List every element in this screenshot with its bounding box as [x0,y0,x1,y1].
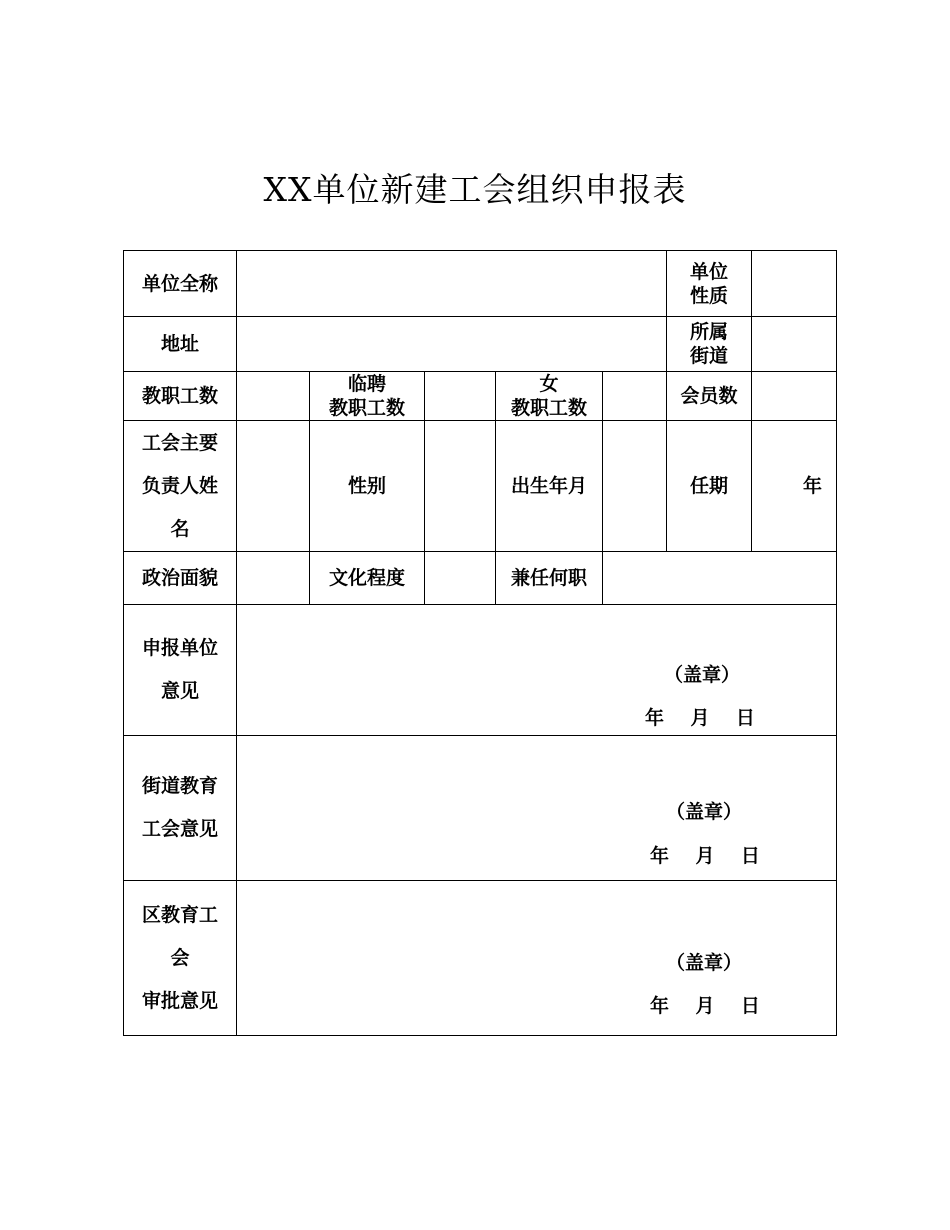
field-address[interactable] [237,317,667,372]
label-street: 所属 街道 [667,317,752,372]
label-staff-count: 教职工数 [124,372,237,421]
row-street-union-opinion [124,736,837,881]
label-unit-nature: 单位 性质 [667,251,752,317]
label-applicant-opinion: 申报单位 意见 [124,605,237,736]
field-unit-nature[interactable] [752,251,837,317]
row-district-union-approval [124,881,837,1036]
label-member-count: 会员数 [667,372,752,421]
label-political: 政治面貌 [124,552,237,605]
label-street-union-opinion: 街道教育 工会意见 [124,736,237,881]
seal-text: （盖章） [665,952,742,974]
seal-text: （盖章） [663,664,740,686]
field-unit-full-name[interactable] [237,251,667,317]
label-unit-full-name: 单位全称 [124,251,237,317]
field-district-union-approval[interactable] [237,881,837,1036]
field-political[interactable] [237,552,310,605]
row-unit-name [124,251,837,317]
field-education[interactable] [425,552,496,605]
field-street-union-opinion[interactable] [237,736,837,881]
label-female-staff: 女 教职工数 [496,372,603,421]
application-form-table [123,250,837,1036]
row-leader [124,421,837,552]
label-term: 任期 [667,421,752,552]
field-temp-staff[interactable] [425,372,496,421]
row-staff [124,372,837,421]
label-birth: 出生年月 [496,421,603,552]
field-member-count[interactable] [752,372,837,421]
row-political [124,552,837,605]
label-district-union-approval: 区教育工 会 审批意见 [124,881,237,1036]
field-staff-count[interactable] [237,372,310,421]
seal-text: （盖章） [665,801,742,823]
field-term[interactable] [752,421,837,552]
field-leader-name[interactable] [237,421,310,552]
page-title: XX单位新建工会组织申报表 [263,170,687,209]
date-line: 年 月 日 [650,845,760,867]
label-address: 地址 [124,317,237,372]
label-leader-name: 工会主要 负责人姓 名 [124,421,237,552]
field-concurrent[interactable] [603,552,837,605]
date-line: 年 月 日 [650,995,760,1017]
field-birth[interactable] [603,421,667,552]
term-unit: 年 [803,475,823,497]
field-female-staff[interactable] [603,372,667,421]
field-applicant-opinion[interactable] [237,605,837,736]
label-temp-staff: 临聘 教职工数 [310,372,425,421]
field-gender[interactable] [425,421,496,552]
label-education: 文化程度 [310,552,425,605]
label-gender: 性别 [310,421,425,552]
field-street[interactable] [752,317,837,372]
date-line: 年 月 日 [645,707,755,729]
label-concurrent: 兼任何职 [496,552,603,605]
row-address [124,317,837,372]
row-applicant-opinion [124,605,837,736]
